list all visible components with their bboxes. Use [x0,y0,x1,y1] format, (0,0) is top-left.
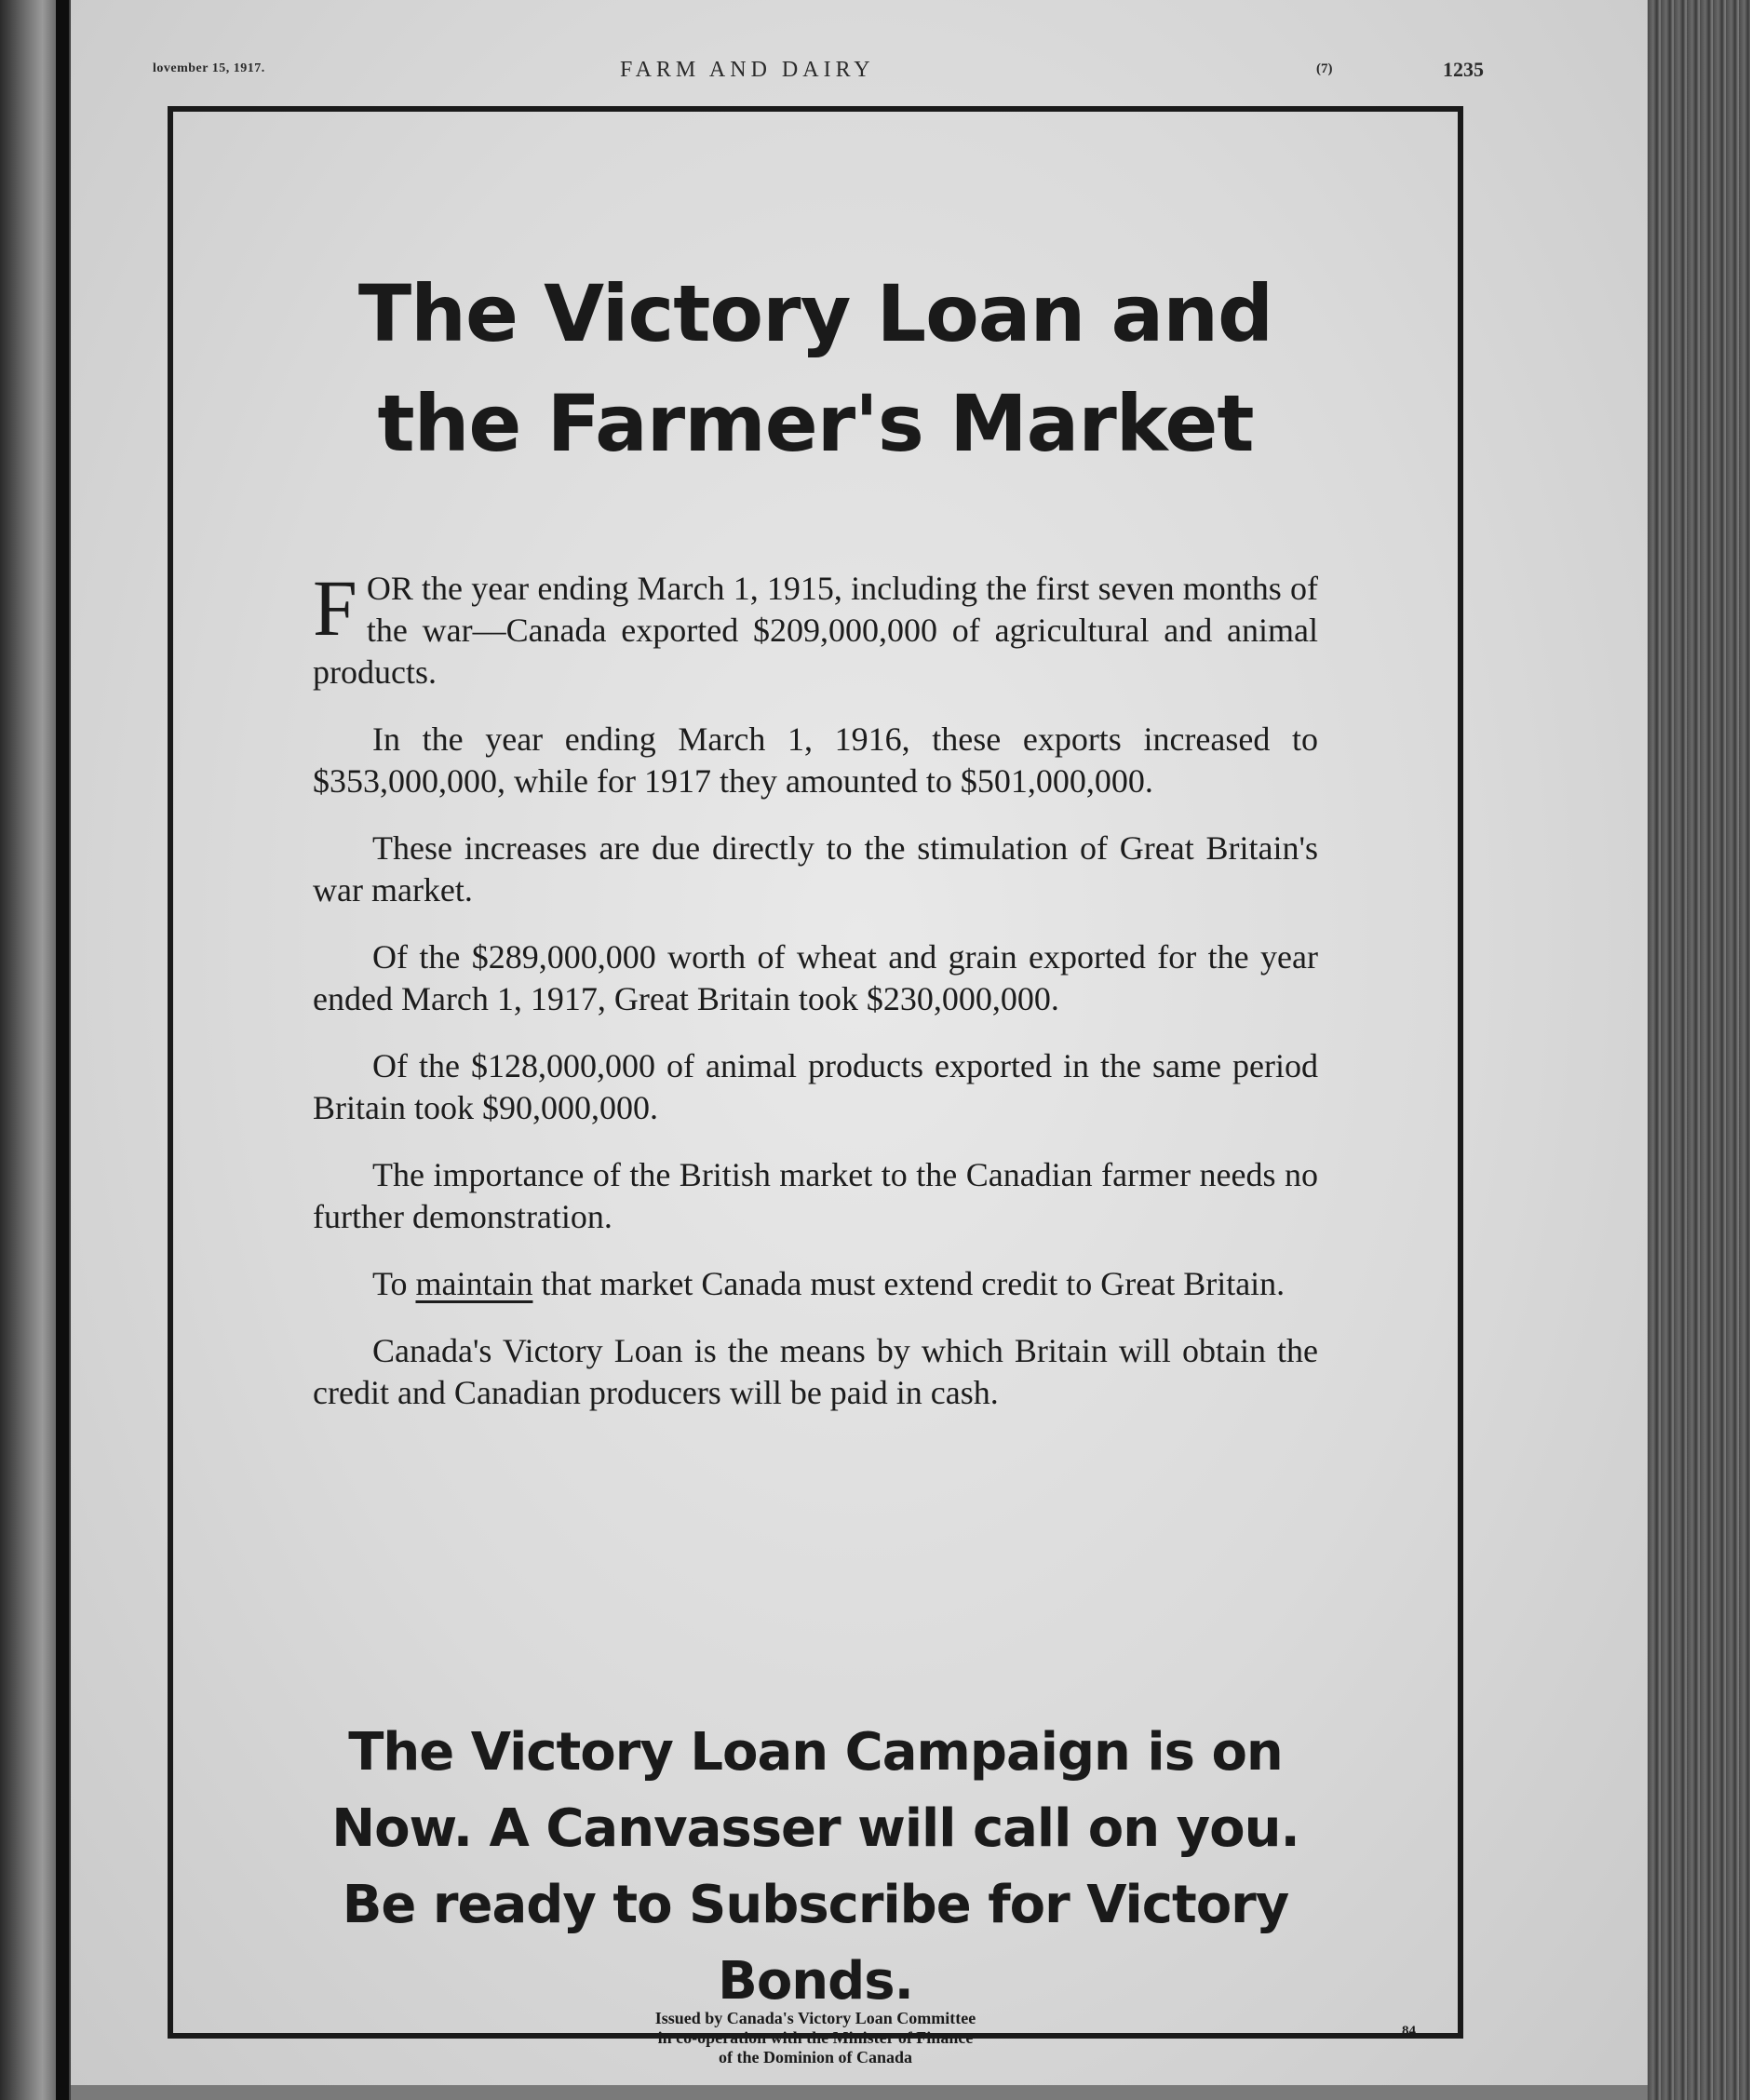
advertisement-box [168,106,1463,2066]
call-to-action: The Victory Loan Campaign is on Now. A Canvasser will call on you. Be ready to Subscribe for Victory Bonds. [331,1722,1299,2012]
issued-by [173,2009,1458,2067]
paragraph-1 [313,563,1318,693]
newspaper-page [71,0,1648,2085]
issued-by-line-1: Issued by Canada's Victory Loan Committee [654,2009,976,2027]
paragraph-7-start: To [372,1265,416,1302]
ad-body [313,563,1318,1439]
paragraph-4: Of the $289,000,000 worth of wheat and grain exported for the year ended March 1, 1917, Great Britain took $230,000,000. [313,938,1318,1017]
paragraph-7-end: that market Canada must extend credit to Great Britain. [532,1265,1286,1302]
running-head [71,58,1648,86]
paragraph-2: In the year ending March 1, 1916, these exports increased to $353,000,000, while for 1917 they amounted to $501,000,000. [313,720,1318,800]
paragraph-5: Of the $128,000,000 of animal products exported in the same period Britain took $90,000,000. [313,1047,1318,1126]
paragraph-3: These increases are due directly to the stimulation of Great Britain's war market. [313,829,1318,909]
issue-date: lovember 15, 1917. [153,61,265,75]
ad-code: 84 [1402,2024,1416,2039]
ad-headline: The Victory Loan and the Farmer's Market [357,268,1273,469]
paragraph-8: Canada's Victory Loan is the means by which Britain will obtain the credit and Canadian producers will be paid in cash. [313,1332,1318,1411]
section-mark: (7) [1316,61,1333,76]
binding-spine [56,0,69,2100]
underlined-word: maintain [415,1265,533,1302]
paragraph-1-text: OR the year ending March 1, 1915, including the first seven months of the war—Canada exported $209,000,000 of agricultural and animal products. [313,570,1318,691]
page-edges [1648,0,1750,2100]
paragraph-7 [313,1263,1318,1305]
paragraph-6: The importance of the British market to the Canadian farmer needs no further demonstration. [313,1156,1318,1235]
issued-by-line-3: of the Dominion of Canada [718,2048,913,2066]
publication-title: FARM AND DAIRY [620,58,875,82]
page-number: 1235 [1443,58,1484,81]
issued-by-line-2: in co-operation with the Minister of Finance [657,2028,974,2047]
drop-cap: F [313,563,357,653]
bottom-edge [71,2085,1648,2100]
